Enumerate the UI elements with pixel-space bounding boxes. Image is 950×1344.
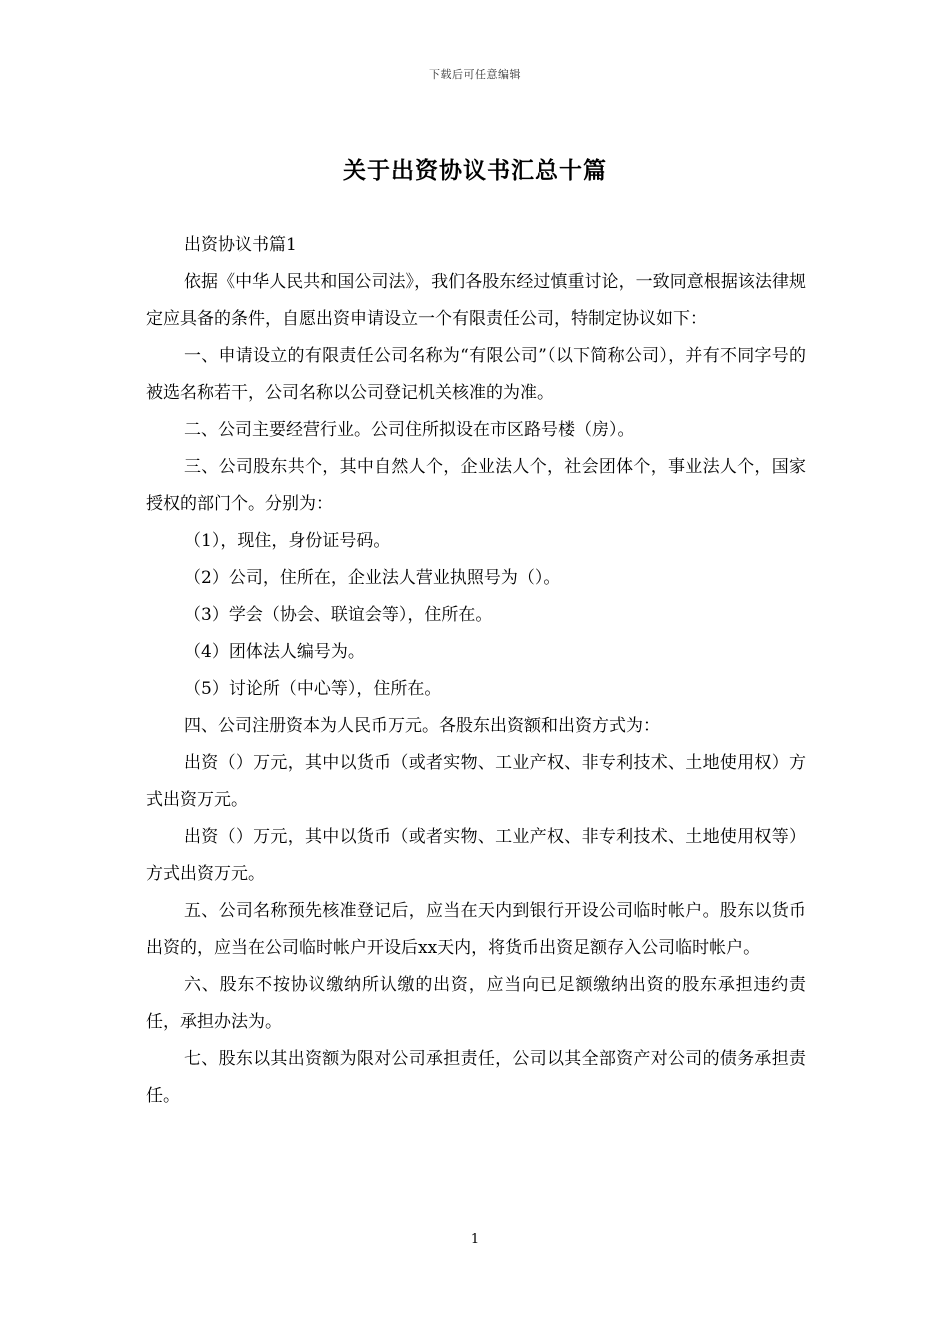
list-item: （3）学会（协会、联谊会等），住所在。 xyxy=(184,605,493,625)
paragraph-clause-2: 二、公司主要经营行业。公司住所拟设在市区路号楼（房）。 xyxy=(184,420,635,440)
paragraph-clause-1: 一、申请设立的有限责任公司名称为“有限公司”（以下简称公司），并有不同字号的被选名称若干，公司名称以公司登记机关核准的为准。 xyxy=(146,346,806,403)
list-item: （2）公司，住所在，企业法人营业执照号为（）。 xyxy=(184,568,561,588)
page-number: 1 xyxy=(470,1232,480,1247)
paragraph-clause-7: 七、股东以其出资额为限对公司承担责任，公司以其全部资产对公司的债务承担责任。 xyxy=(146,1049,806,1106)
list-item: （5）讨论所（中心等），住所在。 xyxy=(184,679,442,699)
paragraph-intro: 依据《中华人民共和国公司法》，我们各股东经过慎重讨论，一致同意根据该法律规定应具备的条件，自愿出资申请设立一个有限责任公司，特制定协议如下： xyxy=(146,272,806,329)
list-item: （1），现住，身份证号码。 xyxy=(184,531,391,551)
page-header-note: 下载后可任意编辑 xyxy=(429,68,521,81)
section-heading: 出资协议书篇1 xyxy=(184,235,297,255)
paragraph-contribution-1: 出资（）万元，其中以货币（或者实物、工业产权、非专利技术、土地使用权）方式出资万元。 xyxy=(146,753,806,810)
paragraph-contribution-2: 出资（）万元，其中以货币（或者实物、工业产权、非专利技术、土地使用权等）方式出资万元。 xyxy=(146,827,806,884)
list-item: （4）团体法人编号为。 xyxy=(184,642,365,662)
paragraph-clause-3: 三、公司股东共个，其中自然人个，企业法人个，社会团体个，事业法人个，国家授权的部门个。分别为： xyxy=(146,457,806,514)
document-body xyxy=(146,227,806,1115)
paragraph-clause-4: 四、公司注册资本为人民币万元。各股东出资额和出资方式为： xyxy=(184,716,660,736)
document-title: 关于出资协议书汇总十篇 xyxy=(343,157,607,184)
paragraph-clause-5: 五、公司名称预先核准登记后，应当在天内到银行开设公司临时帐户。股东以货币出资的，应当在公司临时帐户开设后xx天内，将货币出资足额存入公司临时帐户。 xyxy=(146,901,806,958)
paragraph-clause-6: 六、股东不按协议缴纳所认缴的出资，应当向已足额缴纳出资的股东承担违约责任，承担办法为。 xyxy=(146,975,806,1032)
